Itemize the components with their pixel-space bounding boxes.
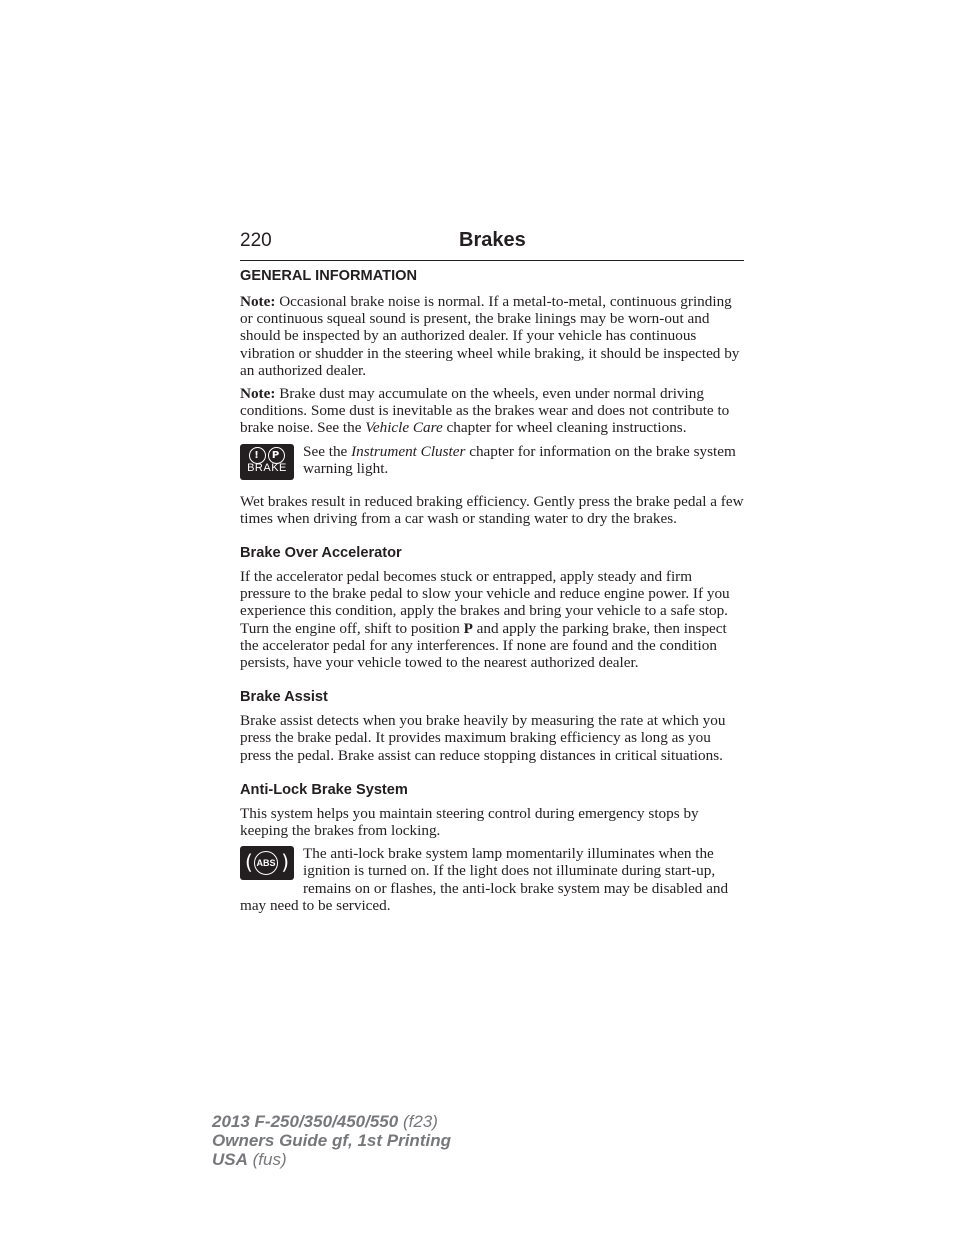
- brake-warning-icon: [240, 444, 294, 480]
- note-brake-noise: [240, 293, 744, 379]
- brake-warning-paragraph: [240, 443, 744, 481]
- brake-over-accelerator-heading: Brake Over Accelerator: [240, 545, 402, 562]
- brake-assist-heading: Brake Assist: [240, 689, 328, 706]
- anti-lock-heading: Anti-Lock Brake System: [240, 781, 408, 798]
- footer-line-3: [212, 1150, 451, 1169]
- note-text: Brake dust may accumulate on the wheels, even under normal driving conditions. Some dust is inevitable as the brakes wear and does not contribute to brake noise. See the: [240, 385, 730, 437]
- note-brake-dust: [240, 385, 744, 437]
- brake-over-accelerator-paragraph: [240, 568, 744, 671]
- icon-note-text: See the: [303, 442, 352, 460]
- parking-icon: P: [268, 447, 285, 464]
- anti-lock-paragraph: This system helps you maintain steering control during emergency stops by keeping the brakes from locking.: [240, 804, 699, 840]
- instrument-cluster-reference: Instrument Cluster: [351, 442, 466, 460]
- spacer: [240, 481, 744, 493]
- print-footer: [212, 1112, 451, 1169]
- general-information-heading: GENERAL INFORMATION: [240, 268, 418, 284]
- vehicle-care-reference: Vehicle Care: [365, 419, 443, 437]
- chapter-title: Brakes: [459, 229, 526, 251]
- abs-right-arc: ): [281, 850, 289, 875]
- wet-brakes-paragraph: Wet brakes result in reduced braking efficiency. Gently press the brake pedal a few times when driving from a car wash or standing water to dry the brakes.: [240, 492, 744, 527]
- footer-model: 2013 F-250/350/450/550: [212, 1112, 399, 1131]
- exclamation-icon: !: [249, 447, 266, 464]
- footer-market-code: (fus): [247, 1150, 287, 1169]
- abs-left-arc: (: [245, 850, 253, 875]
- brake-assist-paragraph: Brake assist detects when you brake heavily by measuring the rate at which you press the brake pedal. It provides maximum braking efficiency as long as you press the pedal. Brake assist can reduce stopping distances in critical situations.: [240, 712, 726, 764]
- abs-paragraph-text: The anti-lock brake system lamp momentarily illuminates when the ignition is turned on. If the light does not illuminate during start-up, remains on or flashes, the anti-lock brake system may be disabled and may need to be serviced.: [240, 845, 729, 914]
- note-text: chapter for wheel cleaning instructions.: [442, 419, 687, 437]
- park-position-label: P: [463, 619, 473, 637]
- abs-warning-icon: [240, 846, 294, 880]
- note-text: Occasional brake noise is normal. If a metal-to-metal, continuous grinding or continuous squeal sound is present, the brake linings may be worn-out and should be inspected by an authorized dealer. If your vehicle has continuous vibration or shudder in the steering wheel while braking, it should be inspected by an authorized dealer.: [240, 293, 740, 379]
- brake-icon-label: BRAKE: [247, 462, 287, 475]
- icon-note-text: chapter for information on the brake system warning light.: [303, 442, 736, 477]
- page-number: 220: [240, 230, 272, 251]
- note-label: Note:: [240, 385, 276, 403]
- paragraph-text: and apply the parking brake, then inspect the accelerator pedal for any interferences. If none are found and the condition persists, have your vehicle towed to the nearest authorized dealer.: [240, 619, 727, 672]
- abs-warning-paragraph: [240, 845, 744, 914]
- page-content: [240, 266, 744, 914]
- paragraph-text: If the accelerator pedal becomes stuck or entrapped, apply steady and firm pressure to the brake pedal to slow your vehicle and reduce engine power. If you experience this condition, apply the brakes and bring your vehicle to a safe stop. Turn the engine off, shift to position: [240, 568, 730, 637]
- page-header: [240, 228, 744, 261]
- note-label: Note:: [240, 293, 276, 310]
- footer-line-1: [212, 1112, 451, 1131]
- footer-market: USA: [212, 1150, 248, 1169]
- abs-label: ABS: [254, 851, 278, 875]
- footer-line-2: Owners Guide gf, 1st Printing: [212, 1131, 451, 1150]
- footer-code: (f23): [398, 1112, 438, 1131]
